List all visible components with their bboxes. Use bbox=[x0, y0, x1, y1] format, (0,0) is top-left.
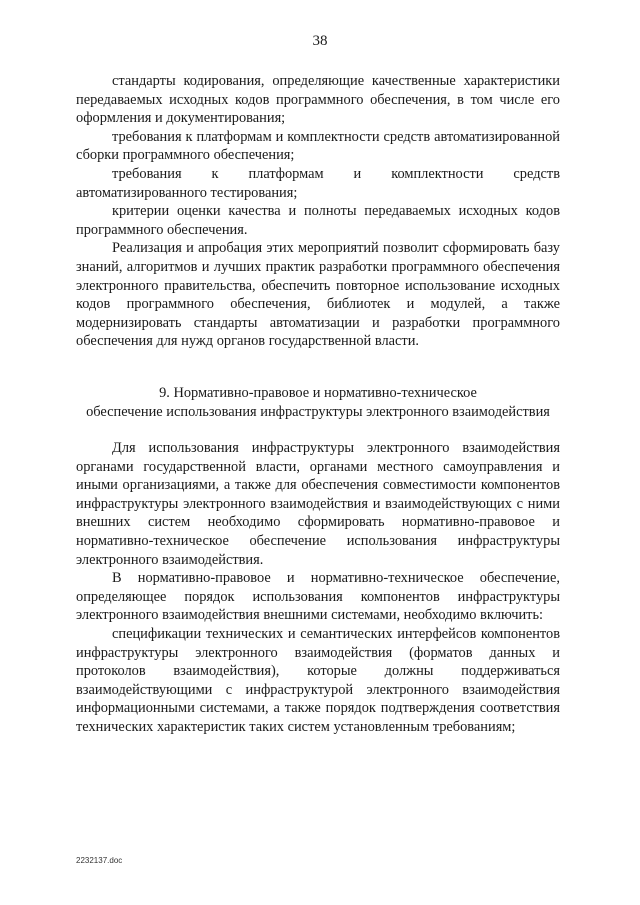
paragraph: В нормативно-правовое и нормативно-техническое обеспечение, определяющее порядок использования компонентов инфраструктуры электронного взаимодействия внешними системами, необходимо включить: bbox=[76, 570, 560, 624]
section-heading-line: 9. Нормативно-правовое и нормативно-техническое bbox=[159, 385, 477, 401]
footer-filename: 2232137.doc bbox=[76, 856, 123, 865]
paragraph: требования к платформам и комплектности средств автоматизированной сборки программного обеспечения; bbox=[76, 128, 560, 164]
section-heading-line: обеспечение использования инфраструктуры электронного взаимодействия bbox=[86, 403, 550, 420]
paragraph: Реализация и апробация этих мероприятий позволит сформировать базу знаний, алгоритмов и лучших практик разработки программного обеспечения электронного правительства, обеспечить повторное использование исходных кодов программного обеспечения, библиотек и модулей, а также модернизировать стандарты автоматизации и разработки программного обеспечения для нужд органов государственной власти. bbox=[76, 240, 560, 350]
paragraph: критерии оценки качества и полноты передаваемых исходных кодов программного обеспечения. bbox=[76, 203, 560, 238]
section-heading bbox=[76, 384, 560, 421]
paragraph: Для использования инфраструктуры электронного взаимодействия органами государственной власти, органами местного самоуправления и иными организациями, а также для обеспечения совместимости компонентов инфраструктуры электронного взаимодействия и взаимодействующих с ними внешних систем необходимо сформировать нормативно-правовое и нормативно-техническое обеспечение использования инфраструктуры электронного взаимодействия. bbox=[76, 440, 560, 568]
text-block-bottom bbox=[76, 439, 560, 737]
paragraph: спецификации технических и семантических интерфейсов компонентов инфраструктуры электронного взаимодействия (форматов данных и протоколов взаимодействия), которые должны поддерживаться взаимодействующими с инфраструктурой электронного взаимодействия информационными системами, а также порядок подтверждения соответствия технических характеристик таких систем установленным требованиям; bbox=[76, 625, 560, 735]
paragraph: стандарты кодирования, определяющие качественные характеристики передаваемых исходных кодов программного обеспечения, в том числе его оформления и документирования; bbox=[76, 73, 560, 127]
paragraph: требования к платформам и комплектности средств автоматизированного тестирования; bbox=[76, 165, 560, 201]
text-block-top bbox=[76, 72, 560, 351]
page-number: 38 bbox=[312, 33, 328, 49]
